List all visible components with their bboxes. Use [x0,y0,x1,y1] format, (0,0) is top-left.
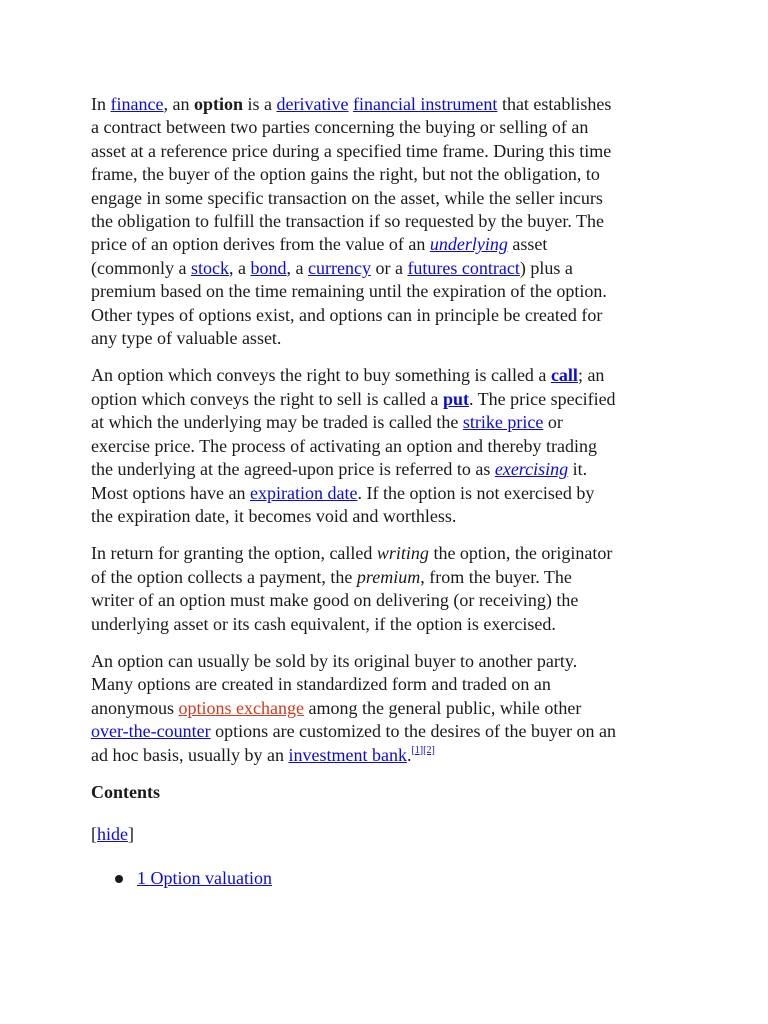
text-run: , from the buyer. The [420,566,572,587]
text-line: Other types of options exist, and options can in principle be created for [91,304,603,325]
citation-refs [411,745,434,756]
text-line: engage in some specific transaction on the asset, while the seller incurs [91,187,603,208]
text-line [91,744,691,767]
put-link[interactable]: put [442,388,469,409]
text-run: ) plus a [519,257,573,278]
text-line [91,257,691,280]
hide-toc-link[interactable]: hide [97,823,128,844]
text-line [91,93,691,116]
text-line [91,364,691,387]
text-line: the obligation to fulfill the transaction if so requested by the buyer. The [91,211,605,232]
options-exchange-link[interactable]: options exchange [178,697,304,718]
text-line [91,697,691,720]
text-run: it. [568,459,588,480]
text-line: writer of an option must make good on delivering (or receiving) the [91,590,579,611]
text-line [91,458,691,481]
citation-2-link[interactable]: [2] [423,744,435,756]
toc-link-option-valuation[interactable]: 1 Option valuation [137,867,272,888]
text-run: among the general public, while other [303,697,582,718]
text-line: any type of valuable asset. [91,328,282,349]
underlying-link[interactable]: underlying [429,234,508,255]
text-run: anonymous [91,697,179,718]
text-run: . If the option is not exercised by [357,482,595,503]
derivative-link[interactable]: derivative [276,94,349,114]
text-run: Most options have an [91,482,250,503]
strike-price-link[interactable]: strike price [462,412,544,433]
writing-paragraph [91,542,691,636]
text-run: , a [286,257,308,278]
text-run: ad hoc basis, usually by an [91,744,289,765]
text-run: ; an [577,365,605,386]
toc-toggle [91,823,691,846]
exercising-link[interactable]: exercising [494,459,569,480]
text-run: In [91,94,111,114]
text-line: An option can usually be sold by its original buyer to another party. [91,650,578,671]
text-run: the option, the originator [428,543,613,564]
call-put-paragraph [91,364,691,528]
text-line [91,542,691,565]
finance-link[interactable]: finance [110,94,164,114]
text-line: a contract between two parties concerning the buying or selling of an [91,117,589,138]
bond-link[interactable]: bond [250,257,287,278]
text-line: asset at a reference price during a specified time frame. During this time [91,140,612,161]
intro-paragraph [91,93,691,350]
text-line [91,720,691,743]
stock-link[interactable]: stock [190,257,229,278]
text-run: option which conveys the right to sell is called a [91,388,443,409]
text-line: underlying asset or its cash equivalent, if the option is exercised. [91,613,556,634]
premium-term: premium [356,566,421,587]
text-run: or [543,412,563,433]
trading-paragraph [91,650,691,767]
toc-item [91,867,691,890]
citation-1-link[interactable]: [1] [411,744,424,756]
text-run: . The price specified [468,388,616,409]
text-run: price of an option derives from the value of an [91,234,430,255]
article-body [91,93,691,890]
text-run: An option which conveys the right to buy something is called a [91,365,551,386]
text-run: options are customized to the desires of the buyer on an [210,721,616,742]
text-run: that establishes [497,94,612,114]
text-line [91,482,691,505]
contents-heading: Contents [91,781,161,802]
text-line [91,566,691,589]
text-run: asset [507,234,548,255]
text-line: exercise price. The process of activating an option and thereby trading [91,435,597,456]
bracket-open: [ [91,823,97,844]
currency-link[interactable]: currency [307,257,371,278]
text-line: frame, the buyer of the option gains the right, but not the obligation, to [91,164,600,185]
financial-instrument-link[interactable]: financial instrument [352,94,498,114]
expiration-date-link[interactable]: expiration date [250,482,358,503]
table-of-contents [91,867,691,890]
writing-term: writing [376,543,429,564]
text-run: , an [163,94,194,114]
text-line [91,233,691,256]
text-run: or a [370,257,408,278]
text-line: Many options are created in standardized form and traded on an [91,674,551,695]
text-run: . [406,744,412,765]
text-run: (commonly a [91,257,191,278]
text-run: of the option collects a payment, the [91,566,357,587]
bracket-close: ] [128,823,134,844]
text-run: , a [228,257,251,278]
bullet-icon [115,875,123,883]
option-term: option [193,94,243,114]
call-link[interactable]: call [550,365,578,386]
investment-bank-link[interactable]: investment bank [288,744,407,765]
text-line [91,411,691,434]
text-line: the expiration date, it becomes void and worthless. [91,505,457,526]
text-line [91,388,691,411]
text-run: In return for granting the option, called [91,543,377,564]
over-the-counter-link[interactable]: over-the-counter [91,721,211,742]
text-run: is a [243,94,277,114]
futures-contract-link[interactable]: futures contract [407,257,520,278]
text-run: at which the underlying may be traded is called the [91,412,463,433]
text-run: the underlying at the agreed-upon price is referred to as [91,459,495,480]
text-line: premium based on the time remaining until the expiration of the option. [91,281,607,302]
